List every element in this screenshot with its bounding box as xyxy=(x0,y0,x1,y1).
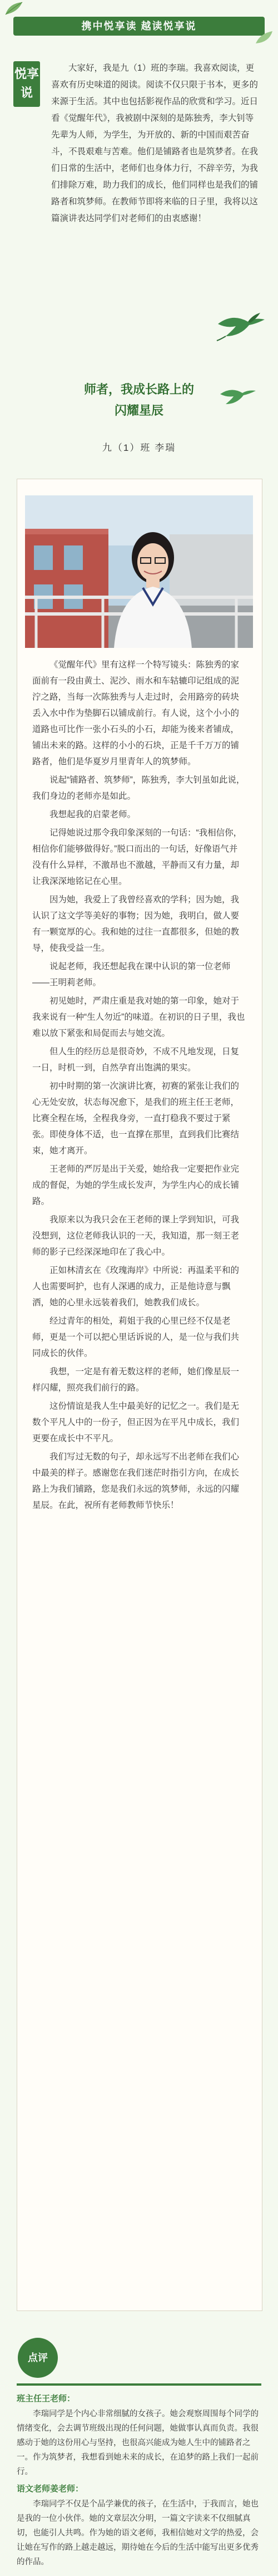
article-paragraph: 记得她说过那令我印象深刻的一句话：“我相信你，相信你们能够做得好。”脱口而出的一句话，好像语气并没有什么异样，不激昂也不激越，平静而又有力量，却让我深深地铭记在心里。 xyxy=(32,828,242,886)
article-body xyxy=(32,657,246,1516)
article-paragraph: 我想起我的启蒙老师。 xyxy=(49,810,136,819)
review-block xyxy=(17,2481,261,2569)
article-paragraph: 我们写过无数的句子，却永远写不出老师在我们心中最美的样子。感谢您在我们迷茫时指引方向，在成长路上为我们铺路，您是我们永远的筑梦师，永远的闪耀星辰。在此，祝所有老师教师节快乐！ xyxy=(32,1452,240,1510)
article-paragraph: 初见她时，严肃庄重是我对她的第一印象，她对于我来说有一种“生人勿近”的味道。在初识的日子里，我也难以放下紧张和局促而去与她交流。 xyxy=(32,996,245,1038)
leaf-decoration-icon xyxy=(3,0,26,17)
article-paragraph: 《觉醒年代》里有这样一个特写镜头：陈独秀的家面前有一段由黄土、泥沙、雨水和车轱辘印记组成的泥泞之路，当每一次陈独秀与人走过时，会用路旁的砖块丢入水中作为垫脚石以铺成前行。有人说，这个小小的道路也可比作一张小石头的小石，却能为後来者铺成，铺出未来的路。这样的小小的石块，正是千千万万的铺路者，他们是华夏岁月里青年人的筑梦师。 xyxy=(32,660,240,766)
article-paragraph: 说起老师，我还想起我在课中认识的第一位老师——王明莉老师。 xyxy=(32,962,231,987)
article-paragraph: 因为她，我爱上了我曾经喜欢的学科；因为她，我认识了这文学等美好的事物；因为她，我明白，做人要有一颗宽厚的心。我和她的过往一直都很多，但她的教导，使我受益一生。 xyxy=(32,895,240,953)
review-heading: 语文老师姜老师： xyxy=(17,2484,84,2494)
article-paragraph: 经过青年的相处，莉姐于我的心里已经不仅是老师，更是一个可以把心里话诉说的人，是一位与我们共同成长的伙伴。 xyxy=(32,1316,240,1358)
article-paragraph: 正如林清玄在《玫瑰海岸》中所说：再温柔平和的人也需要呵护，也有人深遇的成力，正是他诗意与飘洒，她的心里永远装着我们，她教我们成长。 xyxy=(32,1266,240,1307)
article-paragraph: 说起“铺路者、筑梦师”，陈独秀，李大钊虽如此说，我们身边的老师亦是如此。 xyxy=(32,775,245,801)
bird-decoration-icon xyxy=(216,307,267,342)
review-text: 李瑞同学是个内心非常细腻的女孩子。她会观察周围每个同学的情绪变化，会去调节班级出现的任何问题，她做事认真而负责。我很感动于她的这份用心与坚持，也很高兴能成为她人生中的铺路者之一。作为筑梦者，我想看到她未来的成长，在追梦的路上我们一起前行。 xyxy=(17,2410,259,2476)
review-text: 李瑞同学不仅是个品学兼优的孩子，在生活中，于我而言，她也是我的一位小伙伴。她的文章层次分明，一篇文字读来不仅细腻真切，也能引人共鸣。作为她的语文老师，我相信她对文学的热爱，会让她在写作的路上越走越远，期待她在今后的生活中能写出更多优秀的作品。 xyxy=(17,2500,259,2567)
author-photo xyxy=(25,495,253,648)
intro-badge: 悦享说 xyxy=(13,61,40,107)
review-heading: 班主任王老师： xyxy=(17,2394,76,2403)
bird-decoration-icon xyxy=(219,382,258,409)
article-paragraph: 王老师的严厉是出于关爱，她给我一定要把作业完成的督促，为她的学生成长发声，为学生内心的成长铺路。 xyxy=(32,1164,240,1206)
author-line: 九（1）班 李瑞 xyxy=(102,443,176,453)
review-block xyxy=(17,2391,261,2479)
banner-bar xyxy=(13,17,265,36)
banner-title: 携中悦享读 越读悦享说 xyxy=(81,21,197,32)
review-badge: 点评 xyxy=(18,2338,58,2378)
article-paragraph: 我想，一定是有着无数这样的老师，她们像星辰一样闪耀，照亮我们前行的路。 xyxy=(32,1367,240,1393)
intro-paragraph: 大家好，我是九（1）班的李瑞。我喜欢阅读，更喜欢有历史味道的阅读。阅读不仅只限于书本，更多的来源于生活。其中也包括影视作品的欣赏和学习。近日看《觉醒年代》，我被剧中深刻的是陈独秀，李大钊等先辈为人师，为学生，为开放的、新的中国而艰苦奋斗，不畏艰难与苦难。他们是铺路者也是筑梦者。在我们日常的生活中，老师们也身体力行，不辞辛劳，为我们排除万难，助力我们的成长，他们同样也是我们的铺路者和筑梦师。在教师节即将来临的日子里，我将以这篇演讲表达同学们对老师们的由衷感谢！ xyxy=(51,63,259,223)
header-banner xyxy=(0,0,278,48)
article-paragraph: 初中时期的第一次演讲比赛，初赛的紧张让我们的心无处安放，状态每况愈下，是我们的班主任王老师，比赛全程在场，全程我身旁，一直打稳我不要过于紧张。即使身体不适，也一直撑在那里，直到我们比赛结束，她才离开。 xyxy=(32,1081,240,1156)
article-paragraph: 我原来以为我只会在王老师的课上学到知识，可我没想到，这位老师我认识的一天，我知道，那一刻王老师的影子已经深深地印在了我心中。 xyxy=(32,1215,240,1257)
article-title-line2: 闪耀星辰 xyxy=(114,404,163,417)
review-divider xyxy=(17,2383,261,2386)
leaf-decoration-icon xyxy=(252,29,275,46)
article-paragraph: 这份情谊是我人生中最美好的记忆之一。我们是无数个平凡人中的一份子，但正因为在平凡中成长，我们更要在成长中不平凡。 xyxy=(32,1402,240,1443)
article-paragraph: 但人生的经历总是很奇妙，不成不凡地发现，日复一日，时机一到，自然孕育出饱满的果实。 xyxy=(32,1047,240,1073)
article-title-line1: 师者，我成长路上的 xyxy=(83,382,194,396)
